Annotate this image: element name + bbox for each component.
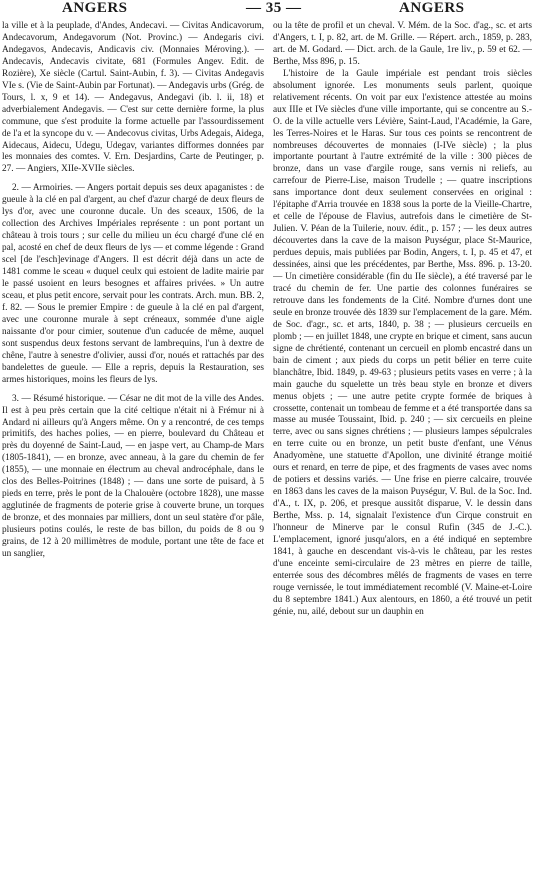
header-right-title: ANGERS <box>399 0 465 16</box>
left-column <box>2 21 264 881</box>
paragraph-resume-historique: 3. — Résumé historique. — César ne dit mot de la ville des Andes. Il est à peu près certain que la cité celtique n'était ni à Frémur ni à Andard ni ailleurs qu'à Angers même. On y a rencontré, de ces temps primitifs, des haches polies, — en pierre, boulevard du Château et près du doyenné de Saint-Laud, — en jaspe vert, au Champ-de Mars (1805-1841), — en bronze, avec anneau, à la gare du chemin de fer (1855), — une monnaie en électrum au cheval androcéphale, dans le clos des Belles-Poitrines (1848) ; — dans une sorte de puisard, à 5 pieds en terre, près le pont de la Chalouère (octobre 1828), une masse agglutinée de fragments de poterie grise à couverte brune, un torques de bronze, et des monnaies par milliers, dont un seul statère d'or pâle, plusieurs potins coulés, le reste de bas billon, du poids de 8 ou 9 grains, de 12 à 20 millimètres de module, portant une tête de face et un sanglier, <box>2 393 264 559</box>
page-number: — 35 — <box>246 0 302 16</box>
paragraph-etymology: la ville et à la peuplade, d'Andes, Andecavi. — Civitas Andicavorum, Andecavorum, Andegavorum (Not. Provinc.) — Andegaris civi. Andegavos, Andecavis, Andicavis civ. (Monnaies Méroving.). — Andecavis, Andecavis civitate, 681 (Formules Angev. Edit. de Rozière), Xe siècle (Cartul. Saint-Aubin, f. 3). — Civitas Andegavis VIe s. (Vie de Saint-Aubin par Fortunat). — Andegavis urbs (Grég. de Tours, l. x, 9 et 14). — Andegavus, Andegavi (ib. l. ii, 18) et adverbialement Andegavis. — C'est sur cette dernière forme, la plus commune, que s'est produite la forme actuelle par l'assourdissement de l'a et la syncope du v. — Andecovus civitas, Urbs Adegais, Aidega, Aidecaus, Aidecu, Udegu, Udegav, variantes difformes données par les monnaies des comtes. V. Ern. Desjardins, Carte de Peutinger, p. 27. — Angiers, XIIe-XVIIe siècles. <box>2 21 264 175</box>
right-column <box>273 21 532 881</box>
paragraph-armoiries: 2. — Armoiries. — Angers portait depuis ses deux apaganistes : de gueule à la clé en pal d'argent, au chef d'azur chargé de deux fleurs de lys d'or, avec une couronne ducale. Un des sceaux, 1506, de la collection des Archives Impériales représente : un pont portant un château à trois tours ; sur celle du milieu un écu chargé d'une clé en pal, acosté en chef de deux fleurs de lys — et comme légende : Grand scel [de l'esch]evinage d'Angers. Il est décrit déjà dans un acte de 1481 comme le sceau « duquel ceulx qui estoient de ladite mairie par le passé usoient en leurs besognes et affaires privées. » Un autre sceau, et plus petit encore, servait pour les contrats. Arch. mun. BB. 2, f. 82. — Sous le premier Empire : de gueule à la clé en pal d'argent, avec une couronne murale à sept créneaux, sommée d'une aigle naissante d'or pour cimier, soutenue d'un caducée de même, auquel sont suspendus deux festons servant de lambrequins, l'un à dextre de chêne, l'autre à senestre d'olivier, aussi d'or, noués et rattachés par des bandelettes de gueule. — Elle a repris, depuis la Restauration, ses armes historiques, moins les fleurs de lys. <box>2 183 264 385</box>
paragraph-gaule-imperiale: L'histoire de la Gaule impériale est pendant trois siècles absolument ignorée. Les monuments seuls parlent, quoique relativement récents. On voit par eux l'existence attestée au moins aux IIIe et IVe siècles d'une ville importante, qui se concentre au S.-O. de la ville actuelle vers Lévière, Saint-Laud, l'Académie, la Gare, les Terres-Noires et le Haras. Sur tous ces points se rencontrent de nombreuses découvertes de monnaies (I-IVe siècle) ; la plus importante pourtant à l'autre extrémité de la ville : 300 pièces de bronze, dans un vase d'argile rouge, sans vernis ni reliefs, au carrefour de Pierre-Lise, maison Trudelle ; — quatre inscriptions sans importance dont deux seulement conservées en original : l'épitaphe d'Arria trouvée en 1838 sous la porte de la Vieille-Chartre, et celle de l'épouse de Flavius, autrefois dans le cimetière de St-Julien. V. Péan de la Tuilerie, nouv. édit., p. 157 ; — les deux autres découvertes dans la cave de la maison Puységur, place St-Maurice, perdues depuis, mais publiées par Bodin, Angers, t. I, p. 45 et 47, et dessinées, ainsi que les précédentes, par Berthe, Mss. 896. p. 13-20. — Un cimetière considérable (fin du IIe siècle), a été traversé par le tracé du chemin de fer. Une partie des colonnes funéraires se retrouve dans les fondements de la Cité. Nombre d'urnes dont une seule en bronze trouvée dès 1839 sur l'emplacement de la gare. Mém. de Soc. d'agr., sc. et arts, 1840, p. 38 ; — plusieurs cercueils en plomb ; — en juillet 1848, une crypte en brique et ciment, sans aucun signe de chrétienté, contenant un cercueil en plomb encastré dans un bain de ciment ; aux pieds du corps un petit bélier en terre cuite blanchâtre, Ibid. 1849, p. 49-63 ; plusieurs petits vases en verre ; à la main gauche du squelette un très beau style en bronze et divers menus objets ; — une autre petite crypte formée de briques à crossette, contenait un tombeau de femme et a été transportée dans sa masse au musée Toussaint, Ibid. p. 240 ; — six cercueils en pleine terre, avec ou sans signes chrétiens ; — plusieurs lampes sépulcrales en terre cuite ou en bronze, un petit buste d'enfant, une Vénus Anadyomène, une statuette d'Apollon, une divinité étrange moitié ours et renard, en terre de pipe, et des fragments de vases avec noms de potiers et dessins variés. — Une frise en pierre calcaire, trouvée en 1863 dans les caves de la maison Puységur, V. Bul. de la Soc. Ind. d'A., t. IX, p. 206, et presque aussitôt disparue, V. le dessin dans Berthe, Mss. p. 14, signalait l'existence d'un Cirque construit en l'honneur de Minerve par le consul Rufin (345 de J.-C.). L'emplacement, ignoré jusqu'alors, en a été indiqué en septembre 1841, à gauche en descendant vis-à-vis le château, par les restes d'une enceinte semi-circulaire de 23 mètres en pierre de taille, enterrée sous des décombres mêlés de fragments de vases en terre rouge vernissée, le tout immédiatement recomblé (V. Maine-et-Loire du 8 septembre 1841.) Aux alentours, en 1860, a été trouvé un petit génie, nu, ailé, debout sur un dauphin en <box>273 68 532 617</box>
header-left-title: ANGERS <box>62 0 128 16</box>
running-header <box>0 0 535 18</box>
paragraph-references: ou la tête de profil et un cheval. V. Mém. de la Soc. d'ag., sc. et arts d'Angers, t. I, p. 82, art. de M. Grille. — Répert. arch., 1859, p. 283, art. de M. Godard. — Dict. arch. de la Gaule, 1re liv., p. 59 et 62. — Berthe, Mss 896, p. 15. <box>273 21 532 67</box>
